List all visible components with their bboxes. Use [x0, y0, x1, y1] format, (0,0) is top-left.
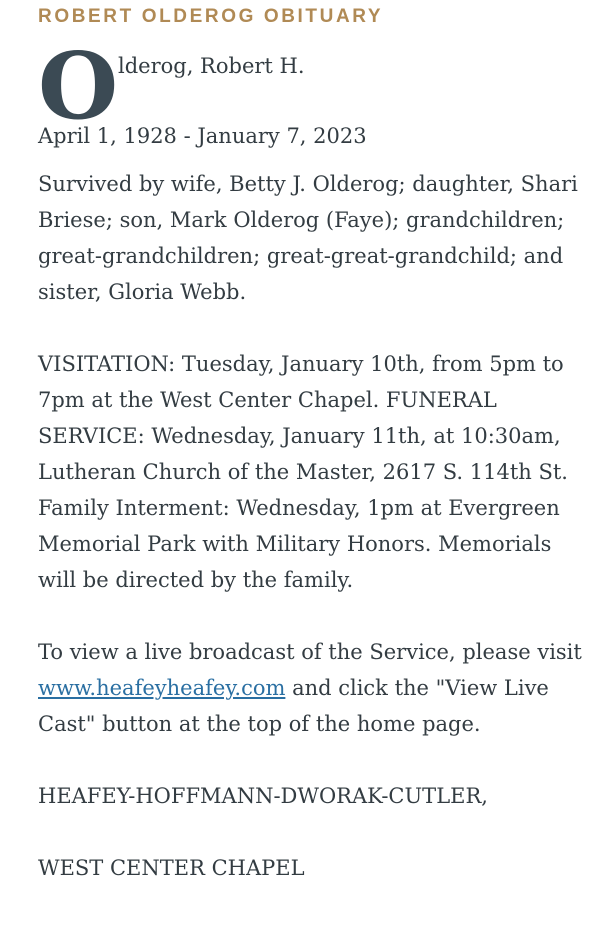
broadcast-paragraph — [38, 634, 583, 742]
obituary-page — [38, 0, 583, 922]
services-paragraph: VISITATION: Tuesday, January 10th, from 5pm to 7pm at the West Center Chapel. FUNERAL SERVICE: Wednesday, January 11th, at 10:30am, Lutheran Church of the Master, 2617 S. 114th St. Family Interment: Wednesday, 1pm at Evergreen Memorial Park with Military Honors. Memorials will be directed by the family. — [38, 352, 568, 592]
deceased-name: lderog, Robert H. — [118, 54, 305, 78]
chapel-name: WEST CENTER CHAPEL — [38, 856, 305, 880]
website-link[interactable]: www.heafeyheafey.com — [38, 676, 286, 700]
life-dates: April 1, 1928 - January 7, 2023 — [38, 124, 367, 148]
survivors-paragraph: Survived by wife, Betty J. Olderog; daughter, Shari Briese; son, Mark Olderog (Faye); grandchildren; great-grandchildren; great-great-grandchild; and sister, Gloria Webb. — [38, 172, 578, 304]
broadcast-text-before: To view a live broadcast of the Service, please visit — [38, 640, 582, 664]
obituary-intro — [38, 32, 583, 166]
page-title: ROBERT OLDEROG OBITUARY — [38, 6, 384, 27]
obituary-body — [38, 32, 583, 886]
broadcast-text-after: and click the "View Live Cast" button at the top of the home page. — [38, 676, 549, 736]
drop-cap: O — [38, 32, 119, 140]
funeral-home-name: HEAFEY-HOFFMANN-DWORAK-CUTLER, — [38, 784, 488, 808]
